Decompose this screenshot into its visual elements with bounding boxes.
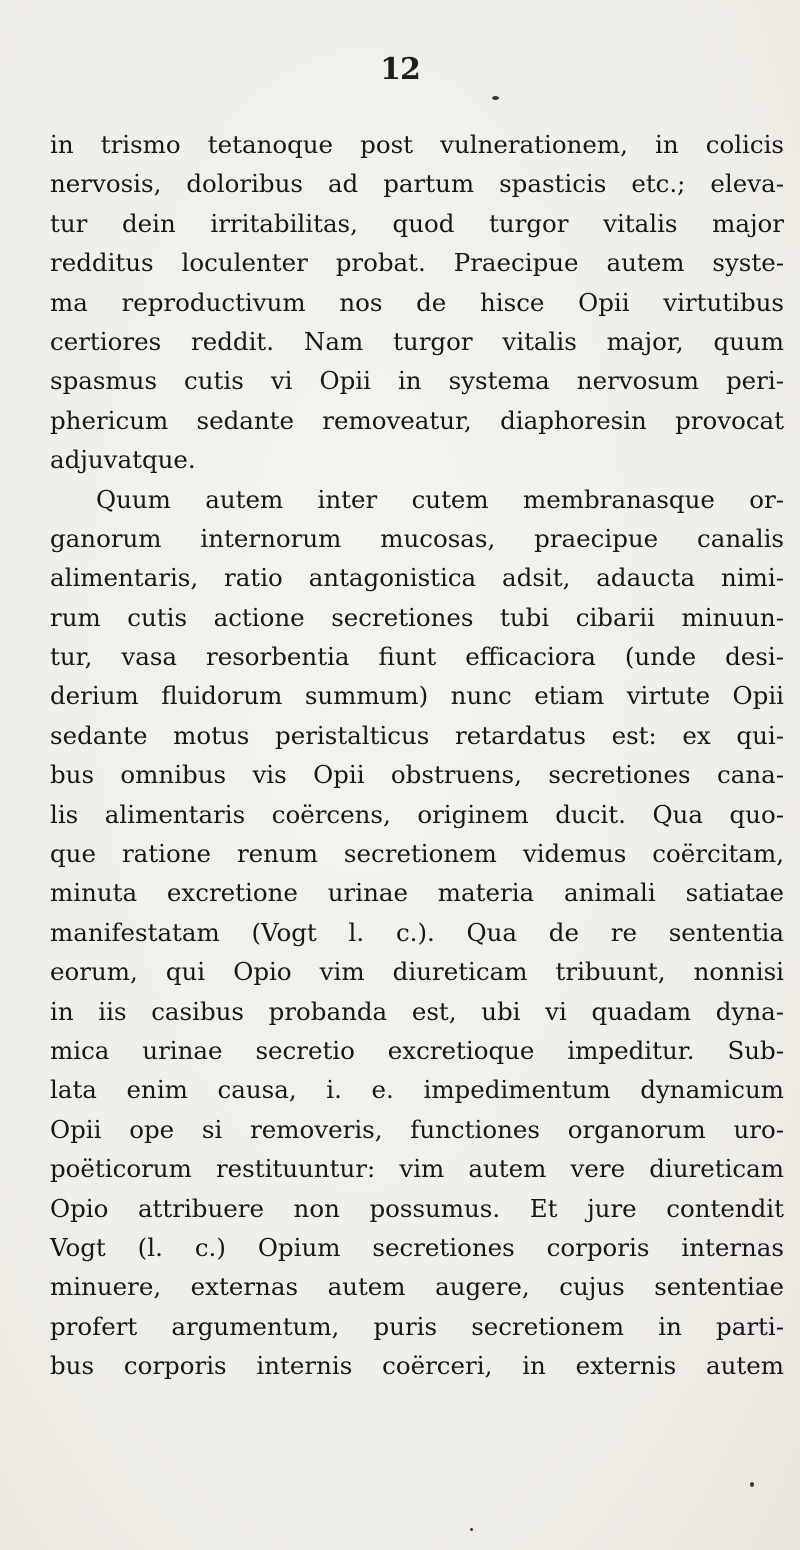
text-line: minuta excretione urinae materia animali satiatae (50, 878, 784, 908)
text-line: tur dein irritabilitas, quod turgor vitalis major (50, 208, 784, 238)
text-line: certiores reddit. Nam turgor vitalis major, quum (50, 326, 784, 356)
text-line: Quum autem inter cutem membranasque or- (96, 484, 784, 514)
ink-speck (750, 1482, 754, 1487)
text-line: derium fluidorum summum) nunc etiam virtute Opii (50, 681, 784, 711)
text-line: tur, vasa resorbentia fiunt efficaciora (unde desi- (50, 642, 784, 672)
text-line: Opii ope si removeris, functiones organorum uro- (50, 1114, 784, 1144)
text-line: in iis casibus probanda est, ubi vi quadam dyna- (50, 996, 784, 1026)
text-line: minuere, externas autem augere, cujus sententiae (50, 1272, 784, 1302)
text-line: sedante motus peristalticus retardatus est: ex qui- (50, 720, 784, 750)
text-line: lata enim causa, i. e. impedimentum dynamicum (50, 1075, 784, 1105)
ink-speck (492, 96, 499, 100)
text-line: profert argumentum, puris secretionem in parti- (50, 1311, 784, 1341)
text-line: alimentaris, ratio antagonistica adsit, adaucta nimi- (50, 563, 784, 593)
text-line: que ratione renum secretionem videmus coërcitam, (50, 839, 784, 869)
text-line: mica urinae secretio excretioque impeditur. Sub- (50, 1035, 784, 1065)
text-line: rum cutis actione secretiones tubi cibarii minuun- (50, 602, 784, 632)
text-line: manifestatam (Vogt l. c.). Qua de re sententia (50, 917, 784, 947)
text-line: Vogt (l. c.) Opium secretiones corporis internas (50, 1232, 784, 1262)
text-line: ma reproductivum nos de hisce Opii virtutibus (50, 287, 784, 317)
text-line: nervosis, doloribus ad partum spasticis etc.; eleva- (50, 169, 784, 199)
text-line: redditus loculenter probat. Praecipue autem syste- (50, 248, 784, 278)
text-line: in trismo tetanoque post vulnerationem, in colicis (50, 130, 784, 159)
text-line: phericum sedante removeatur, diaphoresin provocat (50, 405, 784, 435)
text-line: bus corporis internis coërceri, in externis autem (50, 1351, 784, 1381)
ink-speck (470, 1528, 473, 1531)
text-line: poëticorum restituuntur: vim autem vere diureticam (50, 1154, 784, 1184)
text-line: spasmus cutis vi Opii in systema nervosum peri- (50, 366, 784, 396)
body-text (50, 125, 784, 1386)
text-line: bus omnibus vis Opii obstruens, secretiones cana- (50, 760, 784, 790)
text-line: eorum, qui Opio vim diureticam tribuunt, nonnisi (50, 957, 784, 987)
text-line: lis alimentaris coërcens, originem ducit. Qua quo- (50, 799, 784, 829)
text-line: ganorum internorum mucosas, praecipue canalis (50, 523, 784, 553)
text-line: Opio attribuere non possumus. Et jure contendit (50, 1193, 784, 1223)
text-line: adjuvatque. (50, 445, 196, 475)
page-number: 12 (380, 52, 420, 87)
